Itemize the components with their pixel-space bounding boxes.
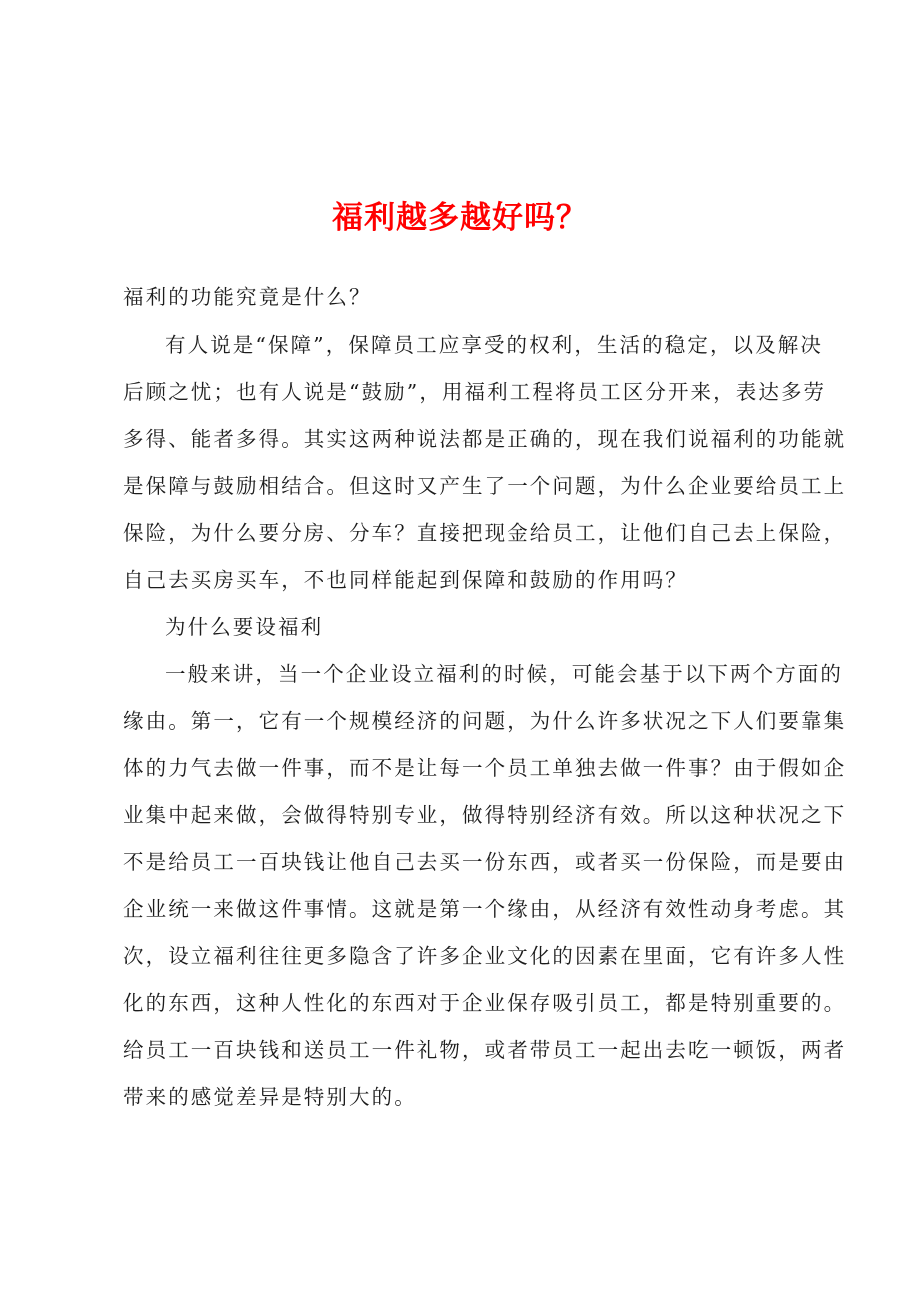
paragraph-line: 自己去买房买车，不也同样能起到保障和鼓励的作用吗？ (123, 568, 688, 592)
paragraph-line: 带来的感觉差异是特别大的。 (123, 1085, 417, 1109)
paragraph-line: 不是给员工一百块钱让他自己去买一份东西，或者买一份保险，而是要由 (123, 850, 847, 874)
paragraph-line: 一般来讲，当一个企业设立福利的时候，可能会基于以下两个方面的 (165, 662, 843, 686)
paragraph-question: 福利的功能究竟是什么？ (123, 285, 372, 309)
paragraph-line: 缘由。第一，它有一个规模经济的问题，为什么许多状况之下人们要靠集 (123, 709, 847, 733)
paragraph-line: 有人说是“保障”，保障员工应享受的权利，生活的稳定，以及解决 (165, 333, 823, 357)
paragraph-line: 保险，为什么要分房、分车？直接把现金给员工，让他们自己去上保险， (123, 521, 847, 545)
paragraph-line: 后顾之忧；也有人说是“鼓励”，用福利工程将员工区分开来，表达多劳 (123, 380, 827, 404)
paragraph-line: 多得、能者多得。其实这两种说法都是正确的，现在我们说福利的功能就 (123, 427, 847, 451)
document-title: 福利越多越好吗？ (332, 200, 588, 236)
paragraph-line: 业集中起来做，会做得特别专业，做得特别经济有效。所以这种状况之下 (123, 803, 847, 827)
paragraph-line: 体的力气去做一件事，而不是让每一个员工单独去做一件事？由于假如企 (123, 756, 847, 780)
paragraph-line: 次，设立福利往往更多隐含了许多企业文化的因素在里面，它有许多人性 (123, 944, 847, 968)
paragraph-line: 企业统一来做这件事情。这就是第一个缘由，从经济有效性动身考虑。其 (123, 897, 847, 921)
paragraph-line: 是保障与鼓励相结合。但这时又产生了一个问题，为什么企业要给员工上 (123, 474, 847, 498)
section-heading: 为什么要设福利 (165, 615, 324, 639)
paragraph-line: 化的东西，这种人性化的东西对于企业保存吸引员工，都是特别重要的。 (123, 991, 847, 1015)
paragraph-line: 给员工一百块钱和送员工一件礼物，或者带员工一起出去吃一顿饭，两者 (123, 1038, 847, 1062)
